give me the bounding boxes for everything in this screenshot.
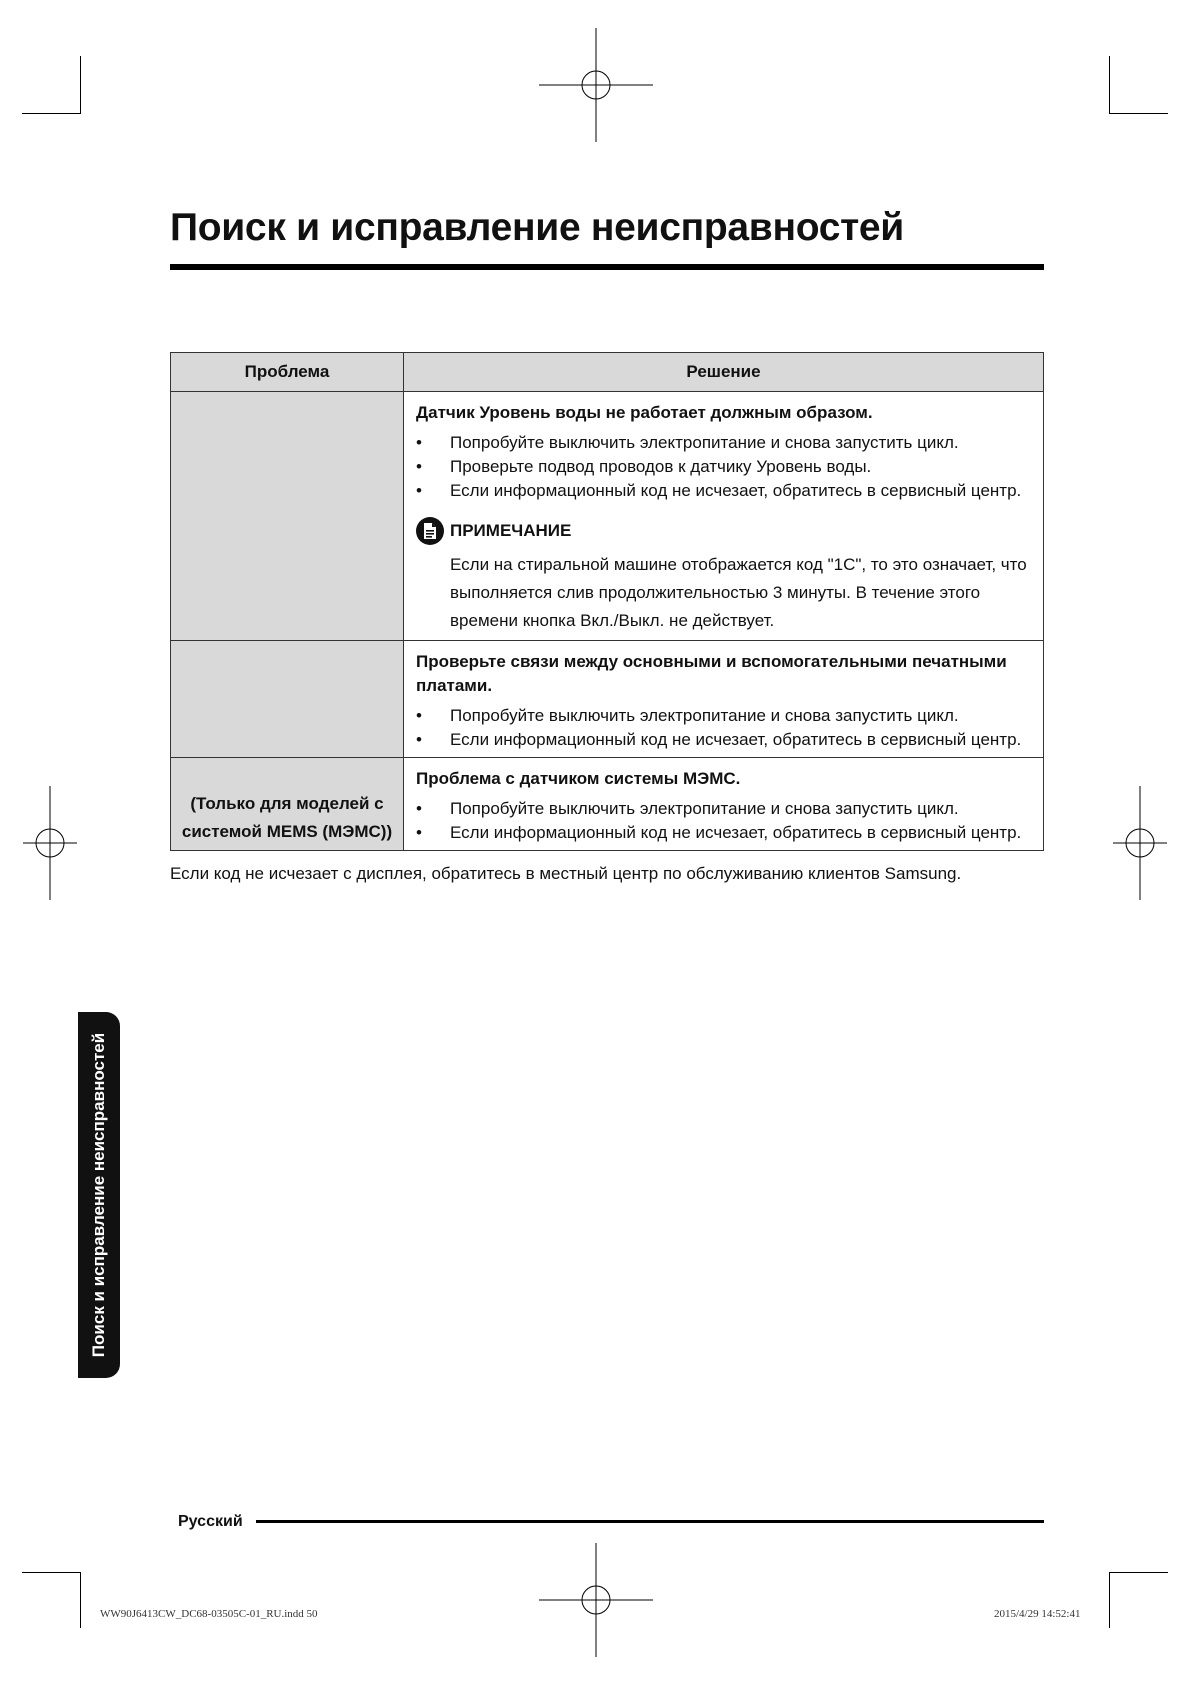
note-text: Если на стиральной машине отображается код "1C", то это означает, что выполняется слив продолжительностью 3 минуты. В течение этого времени кнопка Вкл./Выкл. не действует. — [450, 555, 1027, 630]
header-solution: Решение — [404, 353, 1044, 392]
bullet-list — [416, 704, 1031, 752]
list-item: • Проверьте подвод проводов к датчику Уровень воды. — [416, 455, 1031, 479]
problem-cell — [171, 641, 404, 758]
problem-cell — [171, 392, 404, 641]
bullet-list — [416, 797, 1031, 845]
list-item: • Если информационный код не исчезает, обратитесь в сервисный центр. — [416, 821, 1031, 845]
solution-cell — [404, 758, 1044, 851]
solution-cell — [404, 392, 1044, 641]
crop-mark — [1110, 113, 1168, 114]
problem-cell — [171, 758, 404, 851]
crop-mark — [1109, 56, 1110, 114]
list-item: • Попробуйте выключить электропитание и снова запустить цикл. — [416, 431, 1031, 455]
list-item: • Если информационный код не исчезает, обратитесь в сервисный центр. — [416, 728, 1031, 752]
table-row — [171, 758, 1044, 851]
solution-title: Датчик Уровень воды не работает должным образом. — [416, 403, 873, 422]
header-problem: Проблема — [171, 353, 404, 392]
problem-text: (Только для моделей с — [190, 794, 384, 813]
crop-mark — [80, 56, 81, 114]
list-item: • Если информационный код не исчезает, обратитесь в сервисный центр. — [416, 479, 1031, 503]
list-item: • Попробуйте выключить электропитание и снова запустить цикл. — [416, 704, 1031, 728]
troubleshooting-table — [170, 352, 1044, 851]
footnote: Если код не исчезает с дисплея, обратитесь в местный центр по обслуживанию клиентов Samsung. — [170, 864, 962, 883]
note-heading — [416, 517, 1031, 545]
page-title: Поиск и исправление неисправностей — [170, 206, 904, 249]
solution-title: Проблема с датчиком системы МЭМС. — [416, 769, 741, 788]
crop-mark — [1110, 1572, 1168, 1573]
problem-text: системой MEMS (МЭМС)) — [181, 822, 393, 841]
note-label: ПРИМЕЧАНИЕ — [450, 521, 572, 540]
title-rule — [170, 264, 1044, 270]
solution-title: Проверьте связи между основными и вспомогательными печатными платами. — [416, 652, 1007, 695]
list-item: • Попробуйте выключить электропитание и снова запустить цикл. — [416, 797, 1031, 821]
side-tab-label: Поиск и исправление неисправностей — [89, 1032, 108, 1358]
slug-filename: WW90J6413CW_DC68-03505C-01_RU.indd 50 — [100, 1608, 318, 1620]
registration-mark — [539, 28, 653, 142]
crop-mark — [22, 113, 80, 114]
table-row — [171, 392, 1044, 641]
table-header-row — [171, 353, 1044, 392]
bullet-list — [416, 431, 1031, 503]
table-row — [171, 641, 1044, 758]
footer-rule — [256, 1520, 1044, 1523]
language-label: Русский — [178, 1513, 243, 1530]
slug-timestamp: 2015/4/29 14:52:41 — [994, 1608, 1081, 1620]
registration-mark — [1083, 786, 1190, 900]
side-section-tab — [78, 1012, 120, 1378]
crop-mark — [80, 1572, 81, 1628]
solution-cell — [404, 641, 1044, 758]
note-icon — [416, 517, 444, 545]
registration-mark — [0, 786, 107, 900]
crop-mark — [1109, 1572, 1110, 1628]
registration-mark — [539, 1543, 653, 1657]
crop-mark — [22, 1572, 80, 1573]
